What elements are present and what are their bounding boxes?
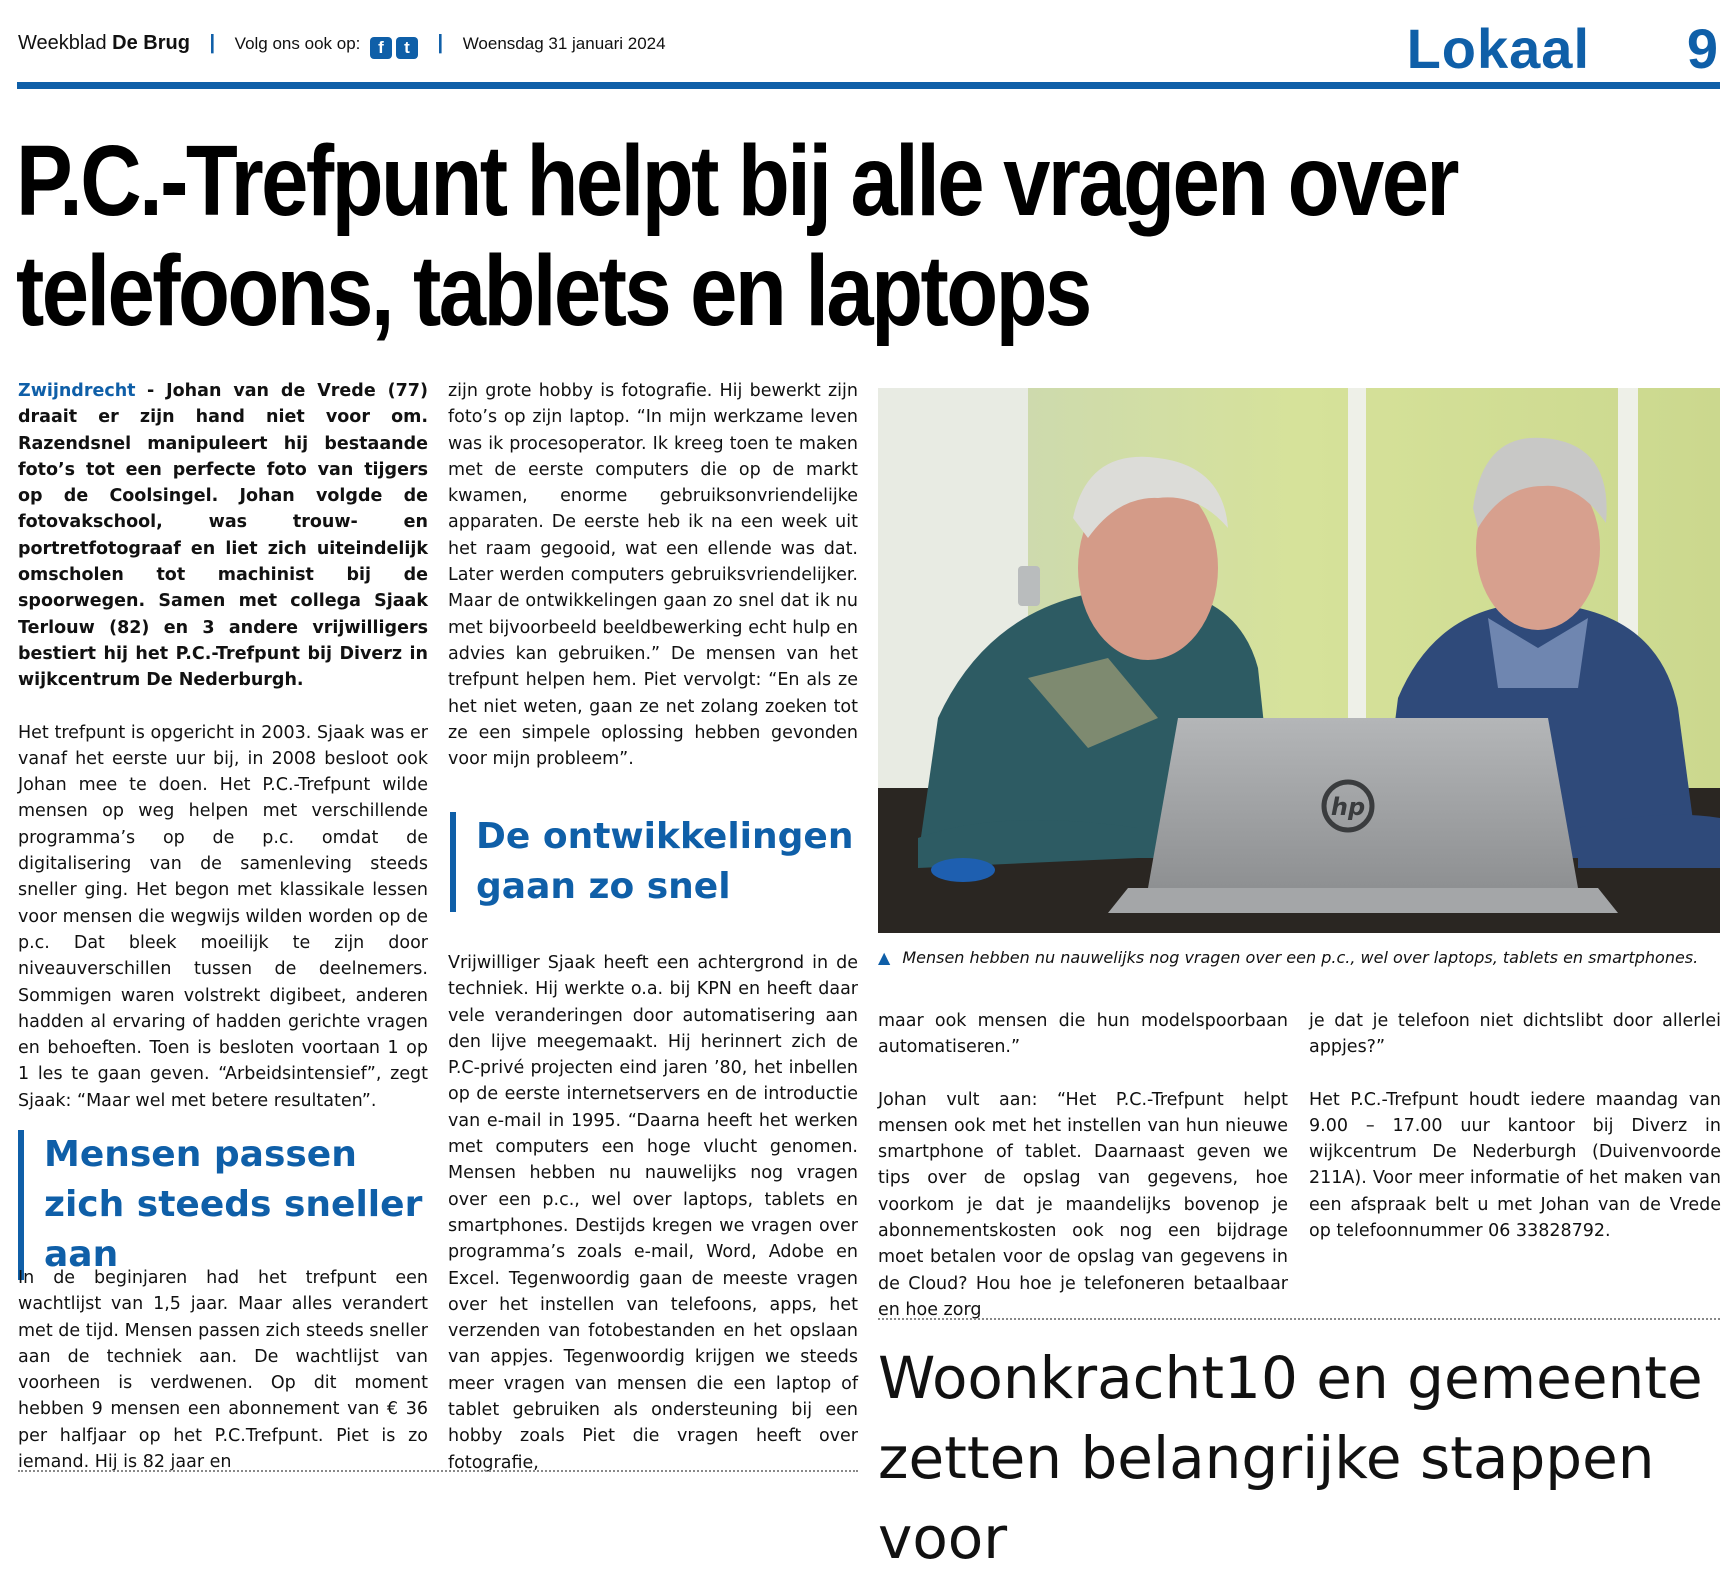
- body-paragraph: zijn grote hobby is fotografie. Hij bewerkt zijn foto’s op zijn laptop. “In mijn werkzame leven was ik procesoperator. Ik kreeg toen te maken met de eerste computers die op de markt kwamen, enorme gebruiksonvriendelijke apparaten. De eerste heb ik na een week uit het raam gegooid, wat een ellende was dat. Later werden computers gebruiksvriendelijker. Maar de ontwikkelingen gaan zo snel dat ik nu met bijvoorbeeld beeldbewerking echt hulp en advies kan gebruiken.” De mensen van het trefpunt helpen hem. Piet vervolgt: “En als ze het niet weten, gaan ze net zolang zoeken tot ze een simpele oplossing hebben gevonden voor mijn probleem”.: [448, 381, 858, 770]
- photo-caption: [878, 948, 1720, 967]
- masthead-left: [18, 32, 666, 59]
- subheading: Mensen passen zich steeds sneller aan: [18, 1130, 444, 1280]
- column-1: [18, 378, 428, 1140]
- article-headline: P.C.-Trefpunt helpt bij alle vragen over telefoons, tablets en laptops: [16, 125, 1457, 347]
- header-rule: [17, 82, 1720, 89]
- caption-text: Mensen hebben nu nauwelijks nog vragen over een p.c., wel over laptops, tablets en smartphones.: [902, 948, 1699, 967]
- masthead-bar: [18, 17, 1718, 80]
- body-paragraph: Johan vult aan: “Het P.C.-Trefpunt helpt mensen ook met het instellen van hun nieuwe smartphone of tablet. Daarnaast geven we tips over de opslag van gegevens, hoe voorkom je dat je maandelijks bovenop je abonnementskosten ook nog een bijdrage moet betalen voor de opslag van gegevens in de Cloud? Hou hoe je telefoneren betaalbaar en hoe zorg: [878, 1089, 1288, 1320]
- follow-label: Volg ons ook op:: [234, 34, 361, 53]
- body-paragraph: je dat je telefoon niet dichtslibt door allerlei appjes?”: [1309, 1011, 1721, 1058]
- paper-title: De Brug: [112, 32, 190, 54]
- dotted-divider: [878, 1318, 1720, 1320]
- paper-prefix: Weekblad: [18, 32, 107, 54]
- column-3: [878, 1008, 1288, 1349]
- body-paragraph: In de beginjaren had het trefpunt een wachtlijst van 1,5 jaar. Maar alles verandert met de tijd. Mensen passen zich steeds sneller aan de techniek aan. De wachtlijst van voorheen is verdwenen. Op dit moment hebben 9 mensen een abonnement van € 36 per halfjaar op het P.C.Trefpunt. Piet is zo iemand. Hij is 82 jaar en: [18, 1268, 428, 1473]
- separator: |: [209, 32, 216, 54]
- laptop-logo: hp: [1330, 793, 1366, 821]
- article-photo: [878, 388, 1720, 933]
- column-4: [1309, 1008, 1721, 1270]
- column-2: [448, 378, 858, 798]
- photo-illustration: [878, 388, 1720, 933]
- lead-paragraph: [18, 378, 428, 694]
- twitter-icon[interactable]: t: [396, 37, 418, 59]
- lead-text: - Johan van de Vrede (77) draait er zijn hand niet voor om. Razendsnel manipuleert hij bestaande foto’s tot een perfecte foto van tijgers op de Coolsingel. Johan volgde de fotovakschool, was trouw- en portretfotograaf en liet zich uiteindelijk omscholen tot machinist bij de spoorwegen. Samen met collega Sjaak Terlouw (82) en 3 andere vrijwilligers bestiert hij het P.C.-Trefpunt bij Diverz in wijkcentrum De Nederburgh.: [18, 381, 428, 691]
- issue-date: Woensdag 31 januari 2024: [462, 34, 666, 53]
- page-number: 9: [1686, 17, 1718, 80]
- separator: |: [437, 32, 444, 54]
- dotted-divider: [18, 1470, 858, 1472]
- column-2-lower: [448, 950, 858, 1502]
- dateline: Zwijndrecht: [18, 381, 136, 401]
- paper-name: [18, 32, 190, 54]
- column-1-lower: [18, 1265, 428, 1501]
- facebook-icon[interactable]: f: [370, 37, 392, 59]
- section-name: Lokaal: [1406, 17, 1590, 80]
- subheading: De ontwikkelingen gaan zo snel: [450, 812, 856, 912]
- body-paragraph: Het trefpunt is opgericht in 2003. Sjaak was er vanaf het eerste uur bij, in 2008 besloot ook Johan mee te doen. Het P.C.-Trefpunt wilde mensen op weg helpen met verschillende programma’s op de p.c. omdat de digitalisering van de samenleving steeds sneller ging. Het begon met klassikale lessen voor mensen die wegwijs wilden worden op de p.c. Dat bleek moeilijk te zijn door niveauverschillen tussen de deelnemers. Sommigen waren volstrekt digibeet, anderen hadden al ervaring of hadden gerichte vragen en behoeften. Toen is besloten voortaan 1 op 1 les te gaan geven. “Arbeidsintensief”, zegt Sjaak: “Maar wel met betere resultaten”.: [18, 722, 428, 1111]
- body-paragraph: maar ook mensen die hun modelspoorbaan automatiseren.”: [878, 1011, 1288, 1058]
- caption-triangle-icon: ▲: [878, 948, 891, 967]
- body-paragraph: Vrijwilliger Sjaak heeft een achtergrond in de techniek. Hij werkte o.a. bij KPN en heeft daar vele veranderingen door automatisering aan den lijve meegemaakt. Hij herinnert zich de P.C-privé projecten eind jaren ’80, het inbellen op de eerste internetservers en de introductie van e-mail in 1995. “Daarna heeft het werken met computers een hoge vlucht genomen. Mensen hebben nu nauwelijks nog vragen over een p.c., wel over laptops, tablets en smartphones. Destijds kregen we vragen over programma’s zoals e-mail, Word, Adobe en Excel. Tegenwoordig gaan de meeste vragen over het instellen van telefoons, apps, het verzenden van fotobestanden en het opslaan van appjes. Tegenwoordig krijgen we steeds meer vragen van mensen die een laptop of tablet gebruiken als ondersteuning bij een hobby zoals Piet die vragen heeft over fotografie,: [448, 953, 858, 1473]
- body-paragraph: Het P.C.-Trefpunt houdt iedere maandag van 9.00 – 17.00 uur kantoor bij Diverz in wijkcentrum De Nederburgh (Duivenvoorde 211A). Voor meer informatie of het maken van een afspraak belt u met Johan van de Vrede op telefoonnummer 06 33828792.: [1309, 1089, 1721, 1242]
- next-article-headline: Woonkracht10 en gemeente zetten belangrijke stappen voor: [878, 1344, 1703, 1572]
